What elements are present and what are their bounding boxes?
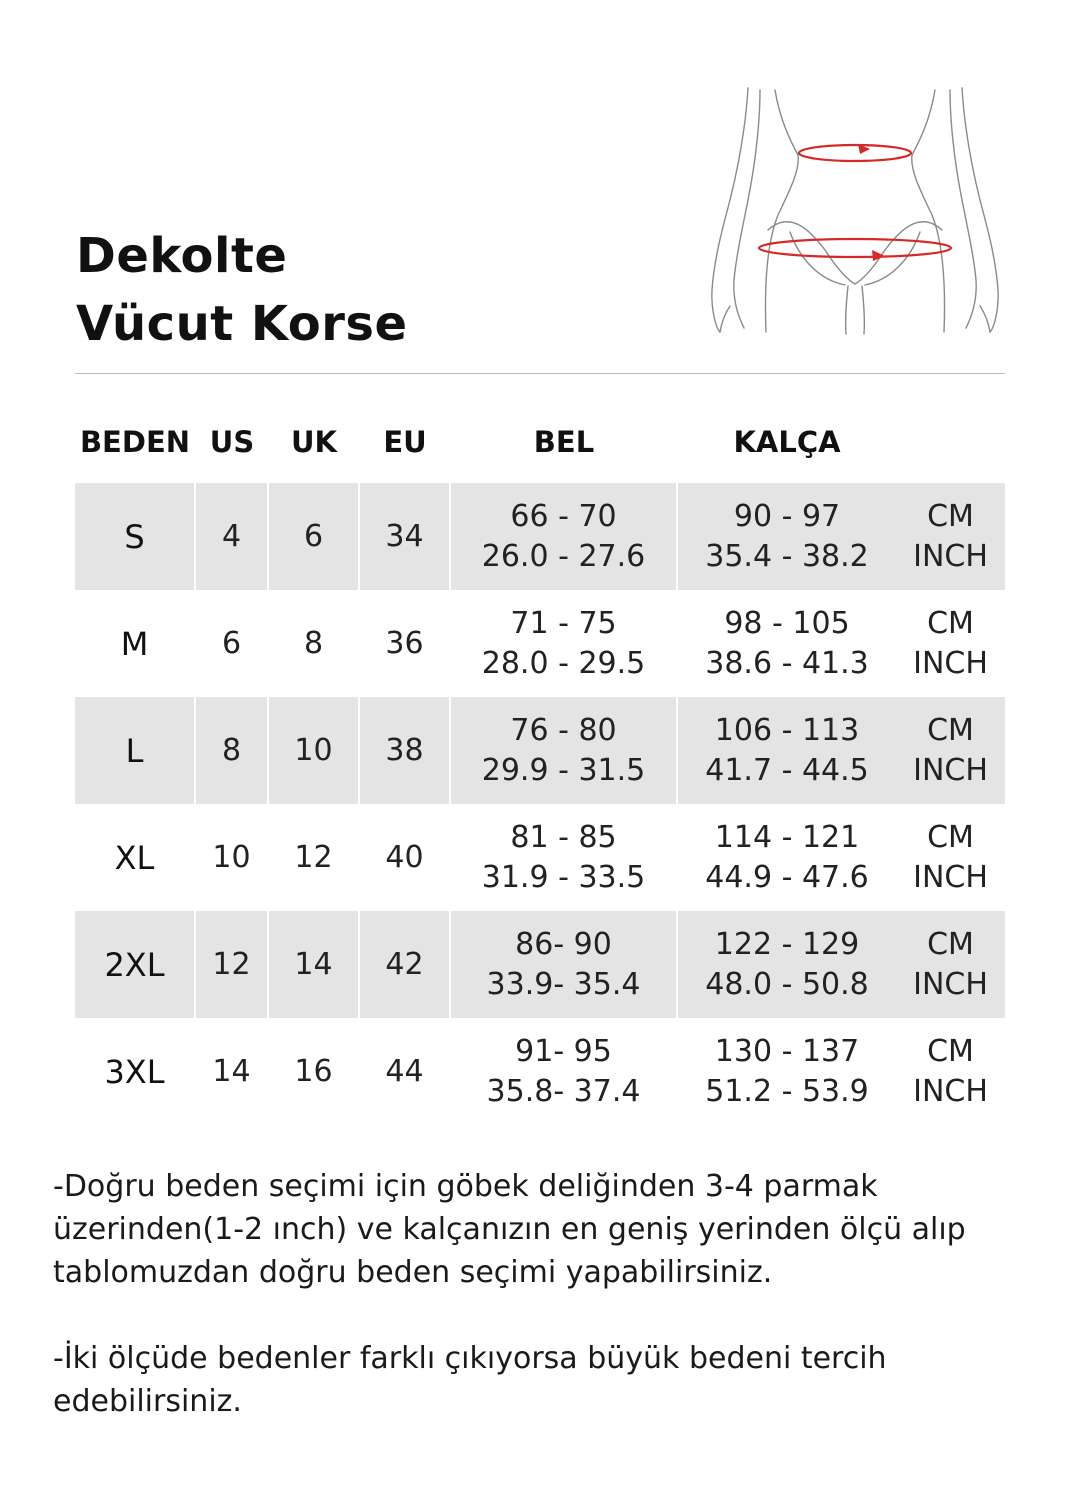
cell-us (196, 1018, 267, 1125)
cell-value-size: S (124, 517, 145, 556)
cell-size (75, 590, 194, 697)
cell-value-us: 6 (221, 625, 242, 661)
cell-value-eu: 38 (385, 732, 424, 768)
cell-value-kalca-inch: 35.4 - 38.2 (705, 538, 869, 574)
cell-value-size: XL (114, 838, 155, 877)
cell-value-unit-cm: CM (927, 498, 974, 534)
cell-size (75, 804, 194, 911)
cell-us (196, 697, 267, 804)
header-uk: UK (290, 425, 338, 459)
cell-uk (269, 804, 358, 911)
cell-unit (896, 697, 1005, 804)
cell-value-unit-inch: INCH (913, 752, 988, 788)
cell-eu (360, 1018, 449, 1125)
table-row (75, 590, 1005, 697)
cell-kalca (678, 697, 896, 804)
note-measuring: -Doğru beden seçimi için göbek deliğinden 3-4 parmak üzerinden(1-2 ınch) ve kalçanızın en geniş yerinden ölçü alıp tablomuzdan doğru beden seçimi yapabilirsiniz. (53, 1169, 966, 1290)
cell-eu (360, 911, 449, 1018)
title-line-2: Vücut Korse (76, 296, 408, 352)
table-row (75, 1018, 1005, 1125)
cell-value-kalca-cm: 106 - 113 (714, 712, 860, 748)
table-row (75, 911, 1005, 1018)
cell-eu (360, 697, 449, 804)
cell-value-bel-inch: 28.0 - 29.5 (481, 645, 646, 681)
cell-value-bel-inch: 35.8- 37.4 (486, 1073, 641, 1109)
cell-value-bel-cm: 71 - 75 (510, 605, 617, 641)
cell-size (75, 911, 194, 1018)
cell-value-us: 8 (221, 732, 242, 768)
cell-value-kalca-cm: 90 - 97 (733, 498, 841, 534)
cell-value-unit-inch: INCH (913, 538, 988, 574)
cell-us (196, 483, 267, 590)
cell-kalca (678, 804, 896, 911)
cell-bel (451, 590, 676, 697)
header-eu: EU (383, 425, 427, 459)
cell-value-unit-inch: INCH (913, 645, 988, 681)
cell-bel (451, 483, 676, 590)
cell-unit (896, 483, 1005, 590)
cell-kalca (678, 483, 896, 590)
cell-size (75, 483, 194, 590)
title-line-1: Dekolte (76, 228, 288, 284)
cell-value-size: 2XL (104, 945, 165, 984)
header-us: US (209, 425, 255, 459)
cell-value-size: L (125, 731, 144, 770)
header-kalca: KALÇA (733, 425, 841, 459)
cell-unit (896, 911, 1005, 1018)
cell-value-bel-cm: 81 - 85 (510, 819, 617, 855)
cell-value-bel-cm: 76 - 80 (510, 712, 617, 748)
cell-value-bel-inch: 33.9- 35.4 (486, 966, 641, 1002)
cell-eu (360, 483, 449, 590)
cell-value-kalca-cm: 98 - 105 (724, 605, 850, 641)
cell-eu (360, 590, 449, 697)
cell-uk (269, 697, 358, 804)
body-measurement-icon (700, 80, 1010, 340)
cell-value-kalca-inch: 41.7 - 44.5 (705, 752, 869, 788)
cell-bel (451, 697, 676, 804)
cell-bel (451, 1018, 676, 1125)
cell-value-us: 4 (221, 518, 242, 554)
table-row (75, 804, 1005, 911)
cell-bel (451, 804, 676, 911)
cell-value-kalca-cm: 122 - 129 (714, 926, 860, 962)
cell-value-size: 3XL (104, 1052, 165, 1091)
cell-size (75, 697, 194, 804)
cell-value-unit-inch: INCH (913, 1073, 988, 1109)
cell-eu (360, 804, 449, 911)
cell-value-unit-inch: INCH (913, 966, 988, 1002)
cell-unit (896, 1018, 1005, 1125)
header-bel: BEL (533, 425, 595, 459)
cell-value-us: 14 (212, 1053, 251, 1089)
cell-value-us: 10 (212, 839, 251, 875)
cell-value-eu: 42 (385, 946, 424, 982)
table-row (75, 697, 1005, 804)
cell-uk (269, 483, 358, 590)
title-divider (75, 373, 1005, 374)
cell-value-bel-inch: 29.9 - 31.5 (481, 752, 646, 788)
cell-value-unit-cm: CM (927, 926, 974, 962)
cell-bel (451, 911, 676, 1018)
cell-value-uk: 16 (294, 1053, 333, 1089)
cell-value-uk: 8 (303, 625, 324, 661)
cell-value-bel-inch: 31.9 - 33.5 (481, 859, 646, 895)
cell-value-size: M (120, 624, 149, 663)
cell-value-unit-inch: INCH (913, 859, 988, 895)
header-beden: BEDEN (79, 425, 191, 459)
cell-value-eu: 34 (385, 518, 424, 554)
cell-value-kalca-inch: 44.9 - 47.6 (705, 859, 869, 895)
note-between-sizes: -İki ölçüde bedenler farklı çıkıyorsa büyük bedeni tercih edebilirsiniz. (53, 1341, 887, 1419)
cell-unit (896, 804, 1005, 911)
cell-us (196, 911, 267, 1018)
cell-uk (269, 911, 358, 1018)
cell-uk (269, 1018, 358, 1125)
sizing-notes (53, 1165, 1043, 1466)
cell-kalca (678, 1018, 896, 1125)
cell-value-eu: 44 (385, 1053, 424, 1089)
cell-size (75, 1018, 194, 1125)
cell-value-kalca-inch: 48.0 - 50.8 (705, 966, 869, 1002)
cell-value-uk: 14 (294, 946, 333, 982)
cell-uk (269, 590, 358, 697)
cell-value-uk: 10 (294, 732, 333, 768)
cell-value-kalca-inch: 38.6 - 41.3 (705, 645, 869, 681)
cell-value-uk: 6 (303, 518, 324, 554)
cell-value-bel-cm: 66 - 70 (510, 498, 617, 534)
cell-kalca (678, 911, 896, 1018)
cell-value-unit-cm: CM (927, 712, 974, 748)
cell-value-eu: 40 (385, 839, 424, 875)
cell-value-bel-inch: 26.0 - 27.6 (481, 538, 646, 574)
cell-value-bel-cm: 86- 90 (515, 926, 612, 962)
cell-value-unit-cm: CM (927, 819, 974, 855)
cell-us (196, 590, 267, 697)
cell-value-eu: 36 (385, 625, 424, 661)
page-title (76, 222, 408, 358)
cell-value-kalca-cm: 130 - 137 (714, 1033, 860, 1069)
cell-value-kalca-inch: 51.2 - 53.9 (705, 1073, 869, 1109)
cell-us (196, 804, 267, 911)
cell-value-unit-cm: CM (927, 1033, 974, 1069)
cell-kalca (678, 590, 896, 697)
cell-unit (896, 590, 1005, 697)
cell-value-uk: 12 (294, 839, 333, 875)
cell-value-bel-cm: 91- 95 (515, 1033, 612, 1069)
table-row (75, 483, 1005, 590)
cell-value-us: 12 (212, 946, 251, 982)
cell-value-unit-cm: CM (927, 605, 974, 641)
cell-value-kalca-cm: 114 - 121 (714, 819, 860, 855)
